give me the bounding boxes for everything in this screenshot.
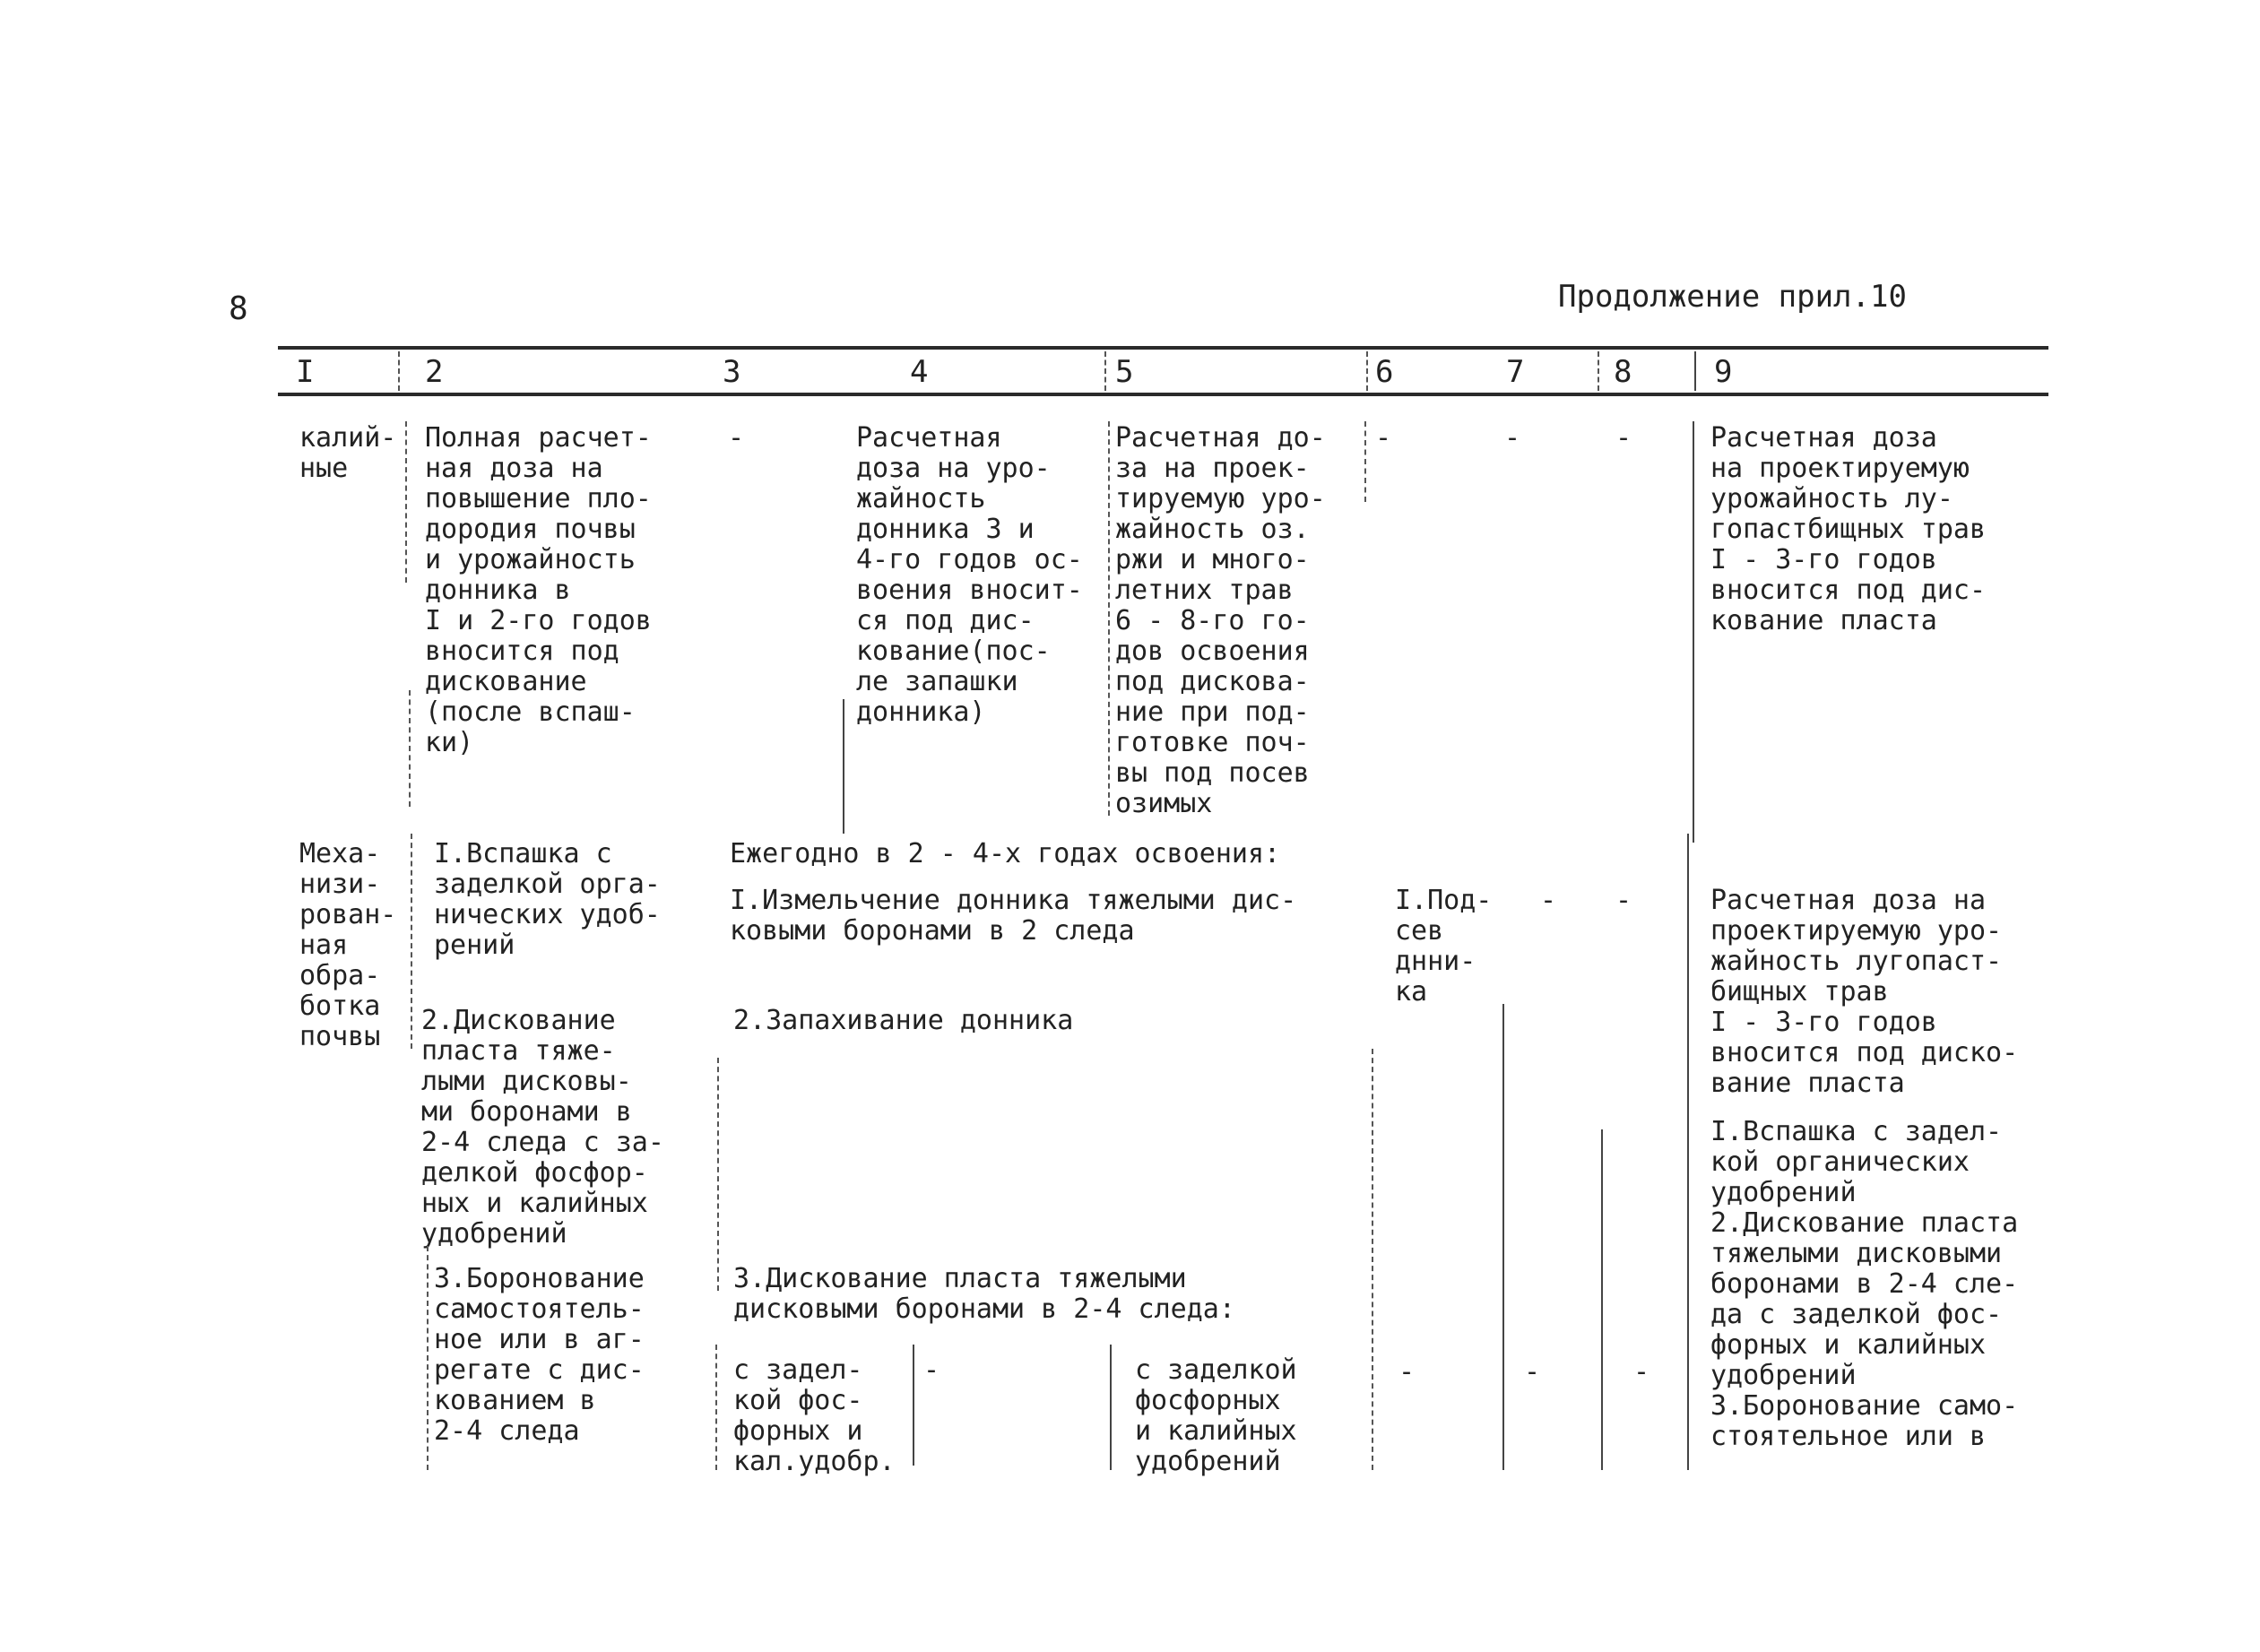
row2-sep-3b: [715, 1345, 717, 1470]
header-bottom-rule: [278, 393, 2048, 396]
row2-sep-op3b: [1110, 1345, 1112, 1470]
row1-sep-2: [409, 690, 411, 807]
row1-col4: Расчетная доза на уро- жайность донника 3 и 4-го годов ос- воения вносит- ся под дис- кование(пос- ле запашки донника): [856, 422, 1083, 728]
row2-col2-op3: 3.Боронование самостоятель- ное или в аг- регате с дис- кованием в 2-4 следа: [434, 1263, 645, 1447]
row1-col2: Полная расчет- ная доза на повышение пло- дородия почвы и урожайность донника в I и 2-го годов вносится под дискование (после вспаш- ки): [425, 422, 652, 758]
row1-col3: -: [728, 422, 745, 454]
col-header-1: I: [296, 354, 315, 390]
row2-col6-op1: I.Под- сев днни- ка: [1395, 885, 1493, 1008]
row2-col2-op2: 2.Дискование пласта тяже- лыми дисковы- ми боронами в 2-4 следа с за- делкой фосфор- ных и калийных удобрений: [421, 1005, 664, 1250]
header-sep-1: [398, 351, 400, 391]
header-sep-5: [1366, 351, 1368, 391]
col-header-9: 9: [1714, 354, 1733, 390]
row2-op3c-text: с заделкой фосфорных и калийных удобрений: [1135, 1354, 1297, 1477]
row1-col1: калий- ные: [299, 422, 397, 484]
row2-col2-op1: I.Вспашка с заделкой орга- нических удоб- рений: [434, 838, 661, 961]
page-mark: 8: [229, 290, 248, 327]
row2-col7-op3: -: [1524, 1356, 1541, 1388]
row1-sep-5b: [1364, 421, 1366, 502]
row1-col8: -: [1615, 422, 1632, 454]
continuation-caption: Продолжение прил.10: [1558, 279, 1907, 315]
col-header-7: 7: [1506, 354, 1525, 390]
col-header-3: 3: [723, 354, 741, 390]
row2-sep-1: [411, 834, 412, 1049]
row1-sep-4: [843, 699, 844, 834]
row2-op2-text: 2.Запахивание донника: [733, 1005, 1074, 1036]
row2-op1-text: I.Измельчение донника тяжелыми дис- ковыми боронами в 2 следа: [730, 885, 1297, 947]
col-header-2: 2: [425, 354, 444, 390]
row2-sep-7: [1601, 1129, 1603, 1470]
row2-col9-dose: Расчетная доза на проектируемую уро- жайность лугопаст- бищных трав I - 3-го годов вносится под диско- вание пласта: [1710, 885, 2019, 1099]
col-header-5: 5: [1115, 354, 1134, 390]
header-sep-7: [1598, 351, 1599, 391]
row1-col6: -: [1375, 422, 1392, 454]
row2-sep-2: [427, 1246, 429, 1470]
row2-col6-op3: -: [1398, 1356, 1416, 1388]
row2-sep-op3a: [913, 1345, 914, 1466]
col-header-4: 4: [910, 354, 929, 390]
row2-sep-5: [1372, 1049, 1373, 1470]
row2-op3b-text: -: [923, 1354, 940, 1386]
row1-sep-8: [1693, 421, 1694, 843]
row2-col8-op1: -: [1615, 885, 1632, 916]
row1-sep-5: [1108, 421, 1110, 816]
row2-col1: Меха- низи- рован- ная обра- ботка почвы: [299, 838, 397, 1052]
header-sep-8: [1694, 351, 1696, 391]
row2-col8-op3: -: [1633, 1356, 1650, 1388]
col-header-6: 6: [1375, 354, 1394, 390]
row2-yearly: Ежегодно в 2 - 4-х годах освоения:: [730, 838, 1281, 869]
row2-col7-op1: -: [1540, 885, 1557, 916]
row2-col9-ops: I.Вспашка с задел- кой органических удобрений 2.Дискование пласта тяжелыми дисковыми боронами в 2-4 сле- да с заделкой фос- форных и калийных удобрений 3.Боронование само- стоятельное или в: [1710, 1116, 2019, 1452]
row2-op3-text: 3.Дискование пласта тяжелыми дисковыми боронами в 2-4 следа:: [733, 1263, 1235, 1325]
row1-col5: Расчетная до- за на проек- тируемую уро- жайность оз. ржи и много- летних трав 6 - 8-го го- дов освоения под дискова- ние при под- готовке поч- вы под посев озимых: [1115, 422, 1326, 819]
row2-op3a-text: с задел- кой фос- форных и кал.удобр.: [733, 1354, 896, 1477]
table-top-rule: [278, 346, 2048, 350]
header-sep-4: [1104, 351, 1106, 391]
row2-sep-8: [1687, 834, 1689, 1470]
row2-sep-6: [1502, 1004, 1504, 1470]
row1-col9: Расчетная доза на проектируемую урожайность лу- гопастбищных трав I - 3-го годов вносится под дис- кование пласта: [1710, 422, 1987, 636]
row1-col7: -: [1504, 422, 1521, 454]
col-header-8: 8: [1614, 354, 1632, 390]
row2-sep-3: [717, 1058, 719, 1291]
row1-sep-1: [405, 421, 407, 583]
